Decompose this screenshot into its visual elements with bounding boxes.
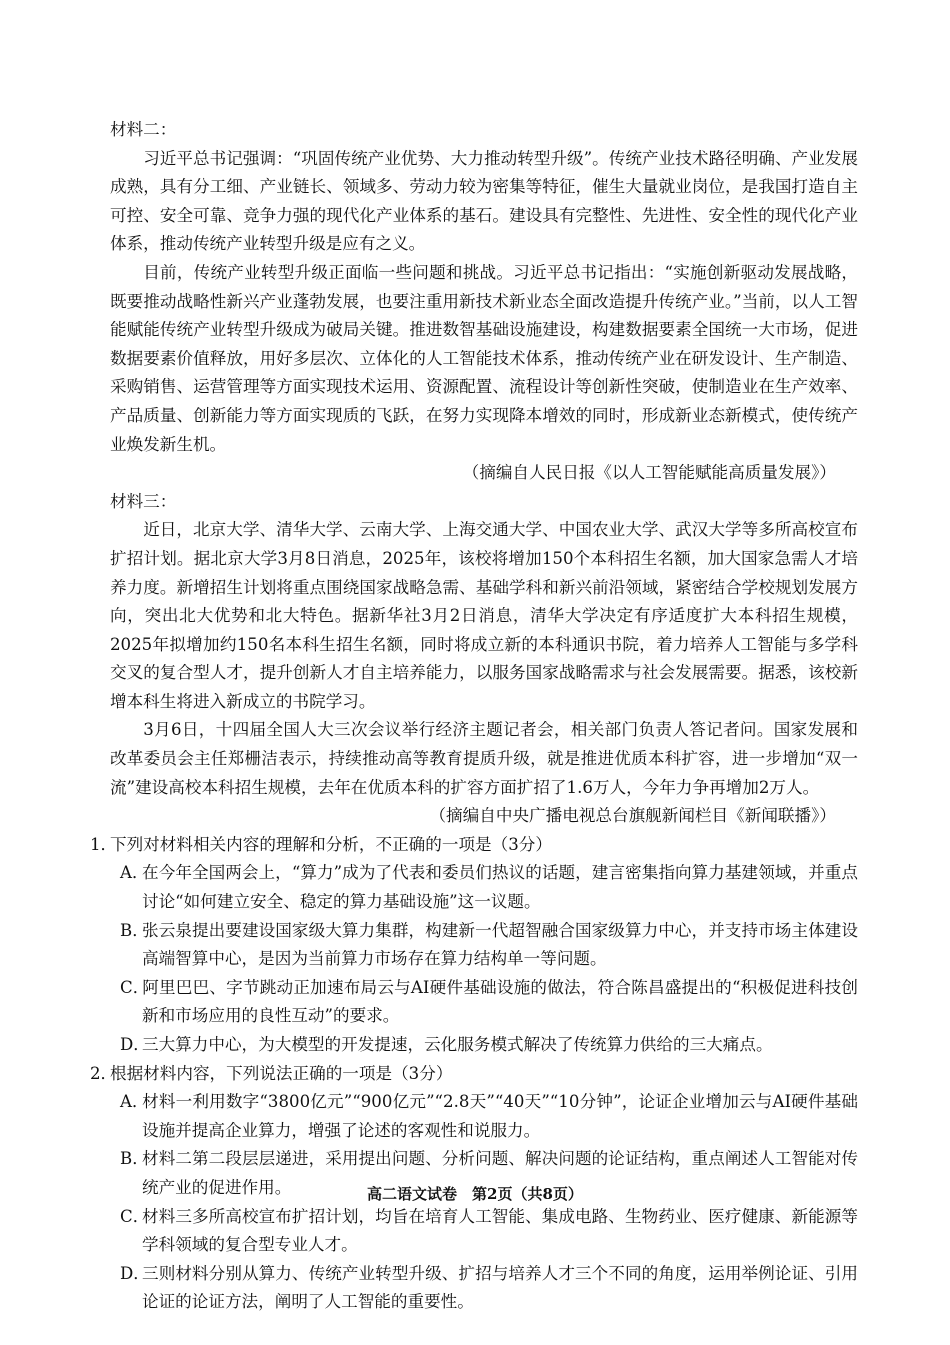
option-text: 材料三多所高校宣布扩招计划，均旨在培育人工智能、集成电路、生物药业、医疗健康、新能源等学科领域的复合型专业人才。 xyxy=(142,1206,858,1255)
material-3-paragraph: 3月6日，十四届全国人大三次会议举行经济主题记者会，相关部门负责人答记者问。国家发展和改革委员会主任郑栅洁表示，持续推动高等教育提质升级，就是推进优质本科扩容，进一步增加“双一流”建设高校本科招生规模，去年在优质本科的扩容方面扩招了1.6万人，今年力争再增加2万人。 xyxy=(110,720,858,797)
option-text: 阿里巴巴、字节跳动正加速布局云与AI硬件基础设施的做法，符合陈昌盛提出的“积极促进科技创新和市场应用的良性互动”的要求。 xyxy=(142,977,858,1026)
question-number: 1． xyxy=(90,834,118,854)
material-2-paragraph: 目前，传统产业转型升级正面临一些问题和挑战。习近平总书记指出：“实施创新驱动发展战略，既要推动战略性新兴产业蓬勃发展，也要注重用新技术新业态全面改造提升传统产业。”当前，以人工智能赋能传统产业转型升级成为破局关键。推进数智基础设施建设，构建数据要素全国统一大市场，促进数据要素价值释放，用好多层次、立体化的人工智能技术体系，推动传统产业在研发设计、生产制造、采购销售、运营管理等方面实现技术运用、资源配置、流程设计等创新性突破，使制造业在生产效率、产品质量、创新能力等方面实现质的飞跃，在努力实现降本增效的同时，形成新业态新模式，使传统产业焕发新生机。 xyxy=(110,262,858,454)
option-text: 在今年全国两会上，“算力”成为了代表和委员们热议的话题，建言密集指向算力基建领域，并重点讨论“如何建立安全、稳定的算力基础设施”这一议题。 xyxy=(142,863,858,912)
option-text: 材料二第二段层层递进，采用提出问题、分析问题、解决问题的论证结构，重点阐述人工智能对传统产业的促进作用。 xyxy=(142,1149,858,1197)
option-text: 材料一利用数字“3800亿元”“900亿元”“2.8天”“40天”“10分钟”，论证企业增加云与AI硬件基础设施并提高企业算力，增强了论述的客观性和说服力。 xyxy=(142,1092,858,1140)
question-stem xyxy=(90,831,858,860)
option-a xyxy=(120,859,858,916)
question-text: 下列对材料相关内容的理解和分析，不正确的一项是（3分） xyxy=(110,834,552,854)
material-2-heading: 材料二： xyxy=(110,120,177,139)
option-letter: C． xyxy=(120,977,150,997)
option-a xyxy=(120,1088,858,1145)
material-2-paragraph: 习近平总书记强调：“巩固传统产业优势、大力推动转型升级”。传统产业技术路径明确、产业发展成熟，具有分工细、产业链长、领域多、劳动力较为密集等特征，催生大量就业岗位，是我国打造自主可控、安全可靠、竞争力强的现代化产业体系的基石。建设具有完整性、先进性、安全性的现代化产业体系，推动传统产业转型升级是应有之义。 xyxy=(110,148,858,254)
option-letter: D． xyxy=(120,1035,150,1054)
page-footer: 高二语文试卷 第2页（共8页） xyxy=(367,1185,583,1203)
option-d xyxy=(120,1260,858,1317)
material-3-source: （摘编自中央广播电视总台旗舰新闻栏目《新闻联播》） xyxy=(429,806,836,826)
option-letter: D． xyxy=(120,1263,150,1283)
option-text: 三大算力中心，为大模型的开发提速，云化服务模式解决了传统算力供给的三大痛点。 xyxy=(142,1035,773,1054)
material-3-paragraph: 近日，北京大学、清华大学、云南大学、上海交通大学、中国农业大学、武汉大学等多所高校宣布扩招计划。据北京大学3月8日消息，2025年，该校将增加150个本科招生名额，加大国家急需人才培养力度。新增招生计划将重点围绕国家战略急需、基础学科和新兴前沿领域，紧密结合学校规划发展方向，突出北大优势和北大特色。据新华社3月2日消息，清华大学决定有序适度扩大本科招生规模，2025年拟增加约150名本科生招生名额，同时将成立新的本科通识书院，着力培养人工智能与多学科交叉的复合型人才，提升创新人才自主培养能力，以服务国家战略需求与社会发展需要。据悉，该校新增本科生将进入新成立的书院学习。 xyxy=(110,520,858,711)
material-2 xyxy=(110,116,858,488)
question-1 xyxy=(90,831,858,1060)
option-c xyxy=(120,1203,858,1260)
questions xyxy=(90,831,858,1317)
option-letter: C． xyxy=(120,1206,150,1226)
option-d xyxy=(120,1031,858,1060)
option-letter: B． xyxy=(120,1149,149,1169)
option-text: 三则材料分别从算力、传统产业转型升级、扩招与培养人才三个不同的角度，运用举例论证、引用论证的论证方法，阐明了人工智能的重要性。 xyxy=(142,1263,858,1312)
option-b xyxy=(120,917,858,974)
option-letter: A． xyxy=(120,1092,149,1112)
material-2-source: （摘编自人民日报《以人工智能赋能高质量发展》） xyxy=(462,463,836,483)
option-letter: B． xyxy=(120,920,149,940)
question-stem xyxy=(90,1060,858,1089)
page-content xyxy=(90,116,858,1317)
material-3 xyxy=(110,488,858,831)
option-letter: A． xyxy=(120,863,149,883)
material-3-heading: 材料三： xyxy=(110,491,177,511)
option-c xyxy=(120,974,858,1031)
question-text: 根据材料内容，下列说法正确的一项是（3分） xyxy=(110,1063,453,1083)
question-number: 2． xyxy=(90,1063,118,1083)
option-text: 张云泉提出要建设国家级大算力集群，构建新一代超智融合国家级算力中心，并支持市场主体建设高端智算中心，是因为当前算力市场存在算力结构单一等问题。 xyxy=(142,920,858,969)
